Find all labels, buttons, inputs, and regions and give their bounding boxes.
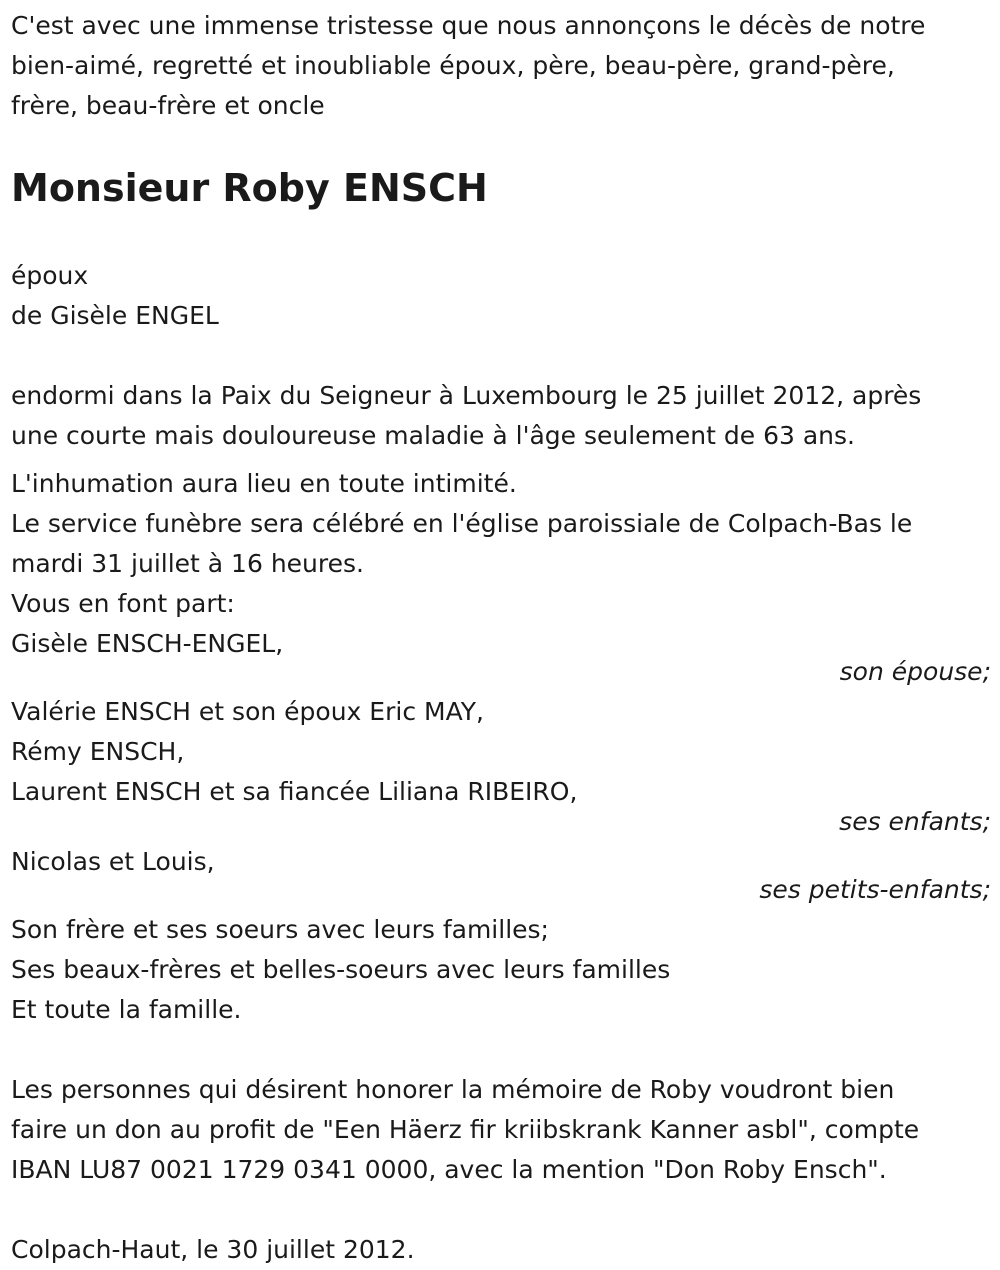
role-spouse: son épouse; (839, 657, 991, 686)
donation-line: IBAN LU87 0021 1729 0341 0000, avec la mention "Don Roby Ensch". (11, 1155, 887, 1184)
intro-line: C'est avec une immense tristesse que nous annonçons le décès de notre (11, 11, 926, 40)
child-line: Rémy ENSCH, (11, 737, 185, 766)
role-grandchildren: ses petits-enfants; (759, 875, 991, 904)
spouse-block (11, 256, 991, 336)
role-children: ses enfants; (839, 807, 991, 836)
ceremony-line: L'inhumation aura lieu en toute intimité. (11, 469, 517, 498)
child-line: Valérie ENSCH et son époux Eric MAY, (11, 697, 484, 726)
spouse-line: de Gisèle ENGEL (11, 301, 219, 330)
place-date: Colpach-Haut, le 30 juillet 2012. (11, 1235, 415, 1264)
intro-line: frère, beau-frère et oncle (11, 91, 325, 120)
donation-paragraph (11, 1070, 991, 1190)
donation-line: faire un don au profit de "Een Häerz fir kriibskrank Kanner asbl", compte (11, 1115, 920, 1144)
ceremony-line: Vous en font part: (11, 589, 235, 618)
deceased-name: Monsieur Roby ENSCH (11, 166, 488, 210)
family-line: Ses beaux-frères et belles-soeurs avec leurs familles (11, 955, 671, 984)
family-line: Son frère et ses soeurs avec leurs familles; (11, 915, 549, 944)
ceremony-paragraph (11, 464, 991, 664)
intro-line: bien-aimé, regretté et inoubliable époux, père, beau-père, grand-père, (11, 51, 895, 80)
spouse-line: époux (11, 261, 89, 290)
children-block (11, 692, 991, 812)
ceremony-line: mardi 31 juillet à 16 heures. (11, 549, 364, 578)
death-paragraph (11, 376, 991, 456)
intro-paragraph (11, 6, 991, 126)
donation-line: Les personnes qui désirent honorer la mémoire de Roby voudront bien (11, 1075, 895, 1104)
death-line: endormi dans la Paix du Seigneur à Luxembourg le 25 juillet 2012, après (11, 381, 922, 410)
ceremony-line: Gisèle ENSCH-ENGEL, (11, 629, 284, 658)
obituary-notice (11, 6, 991, 1270)
child-line: Laurent ENSCH et sa fiancée Liliana RIBEIRO, (11, 777, 578, 806)
family-line: Et toute la famille. (11, 995, 242, 1024)
family-block (11, 910, 991, 1030)
grandchildren-line: Nicolas et Louis, (11, 847, 215, 876)
ceremony-line: Le service funèbre sera célébré en l'église paroissiale de Colpach-Bas le (11, 509, 913, 538)
death-line: une courte mais douloureuse maladie à l'âge seulement de 63 ans. (11, 421, 855, 450)
